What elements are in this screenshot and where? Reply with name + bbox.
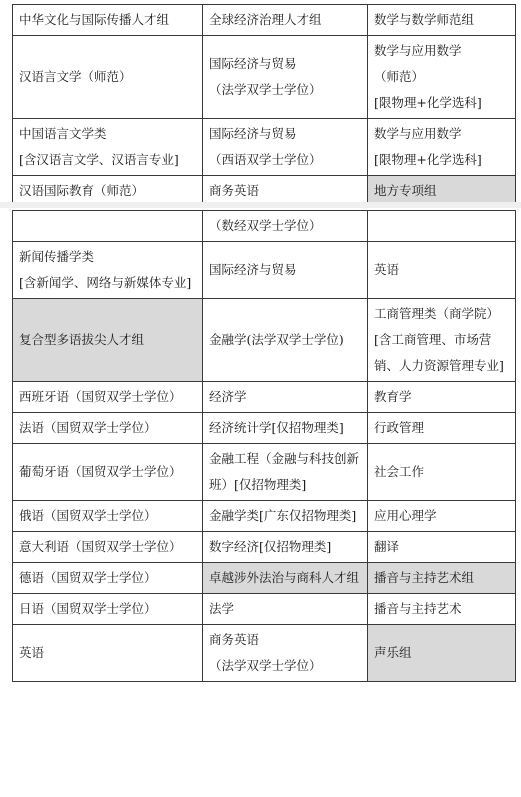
table-cell	[368, 299, 516, 382]
cell-text: [限物理+化学选科]	[374, 95, 482, 110]
cell-text: 经济统计学[仅招物理类]	[209, 420, 344, 435]
cell-text: 应用心理学	[374, 508, 437, 523]
cell-text: 金融工程（金融与科技创新班）[仅招物理类]	[209, 451, 360, 492]
table-cell	[13, 382, 203, 413]
cell-text: 英语	[19, 645, 45, 660]
cell-text: （西语双学士学位）	[209, 152, 322, 167]
column-header	[203, 5, 368, 36]
table-cell	[203, 119, 368, 176]
table-cell	[368, 501, 516, 532]
cell-text: [限物理+化学选科]	[374, 152, 482, 167]
cell-text: 中国语言文学类	[19, 126, 107, 141]
table-cell	[203, 413, 368, 444]
cell-text: 俄语（国贸双学士学位）	[19, 508, 157, 523]
cell-text: 教育学	[374, 389, 412, 404]
cell-text: 复合型多语拔尖人才组	[19, 332, 145, 347]
cell-text: 播音与主持艺术	[374, 601, 462, 616]
table-cell	[203, 211, 368, 242]
cell-text: 汉语国际教育（师范）	[19, 183, 145, 198]
table-cell	[368, 413, 516, 444]
cell-text: 数学与数学师范组	[374, 12, 475, 27]
table-bottom-body	[13, 211, 516, 682]
table-cell	[203, 299, 368, 382]
cell-text: 社会工作	[374, 464, 425, 479]
table-cell	[368, 211, 516, 242]
table-cell	[13, 501, 203, 532]
table-cell	[203, 382, 368, 413]
cell-text: 播音与主持艺术组	[374, 570, 475, 585]
table-row	[13, 382, 516, 413]
table-cell	[13, 36, 203, 119]
table-row	[13, 242, 516, 299]
table-row	[13, 119, 516, 176]
table-row	[13, 299, 516, 382]
cell-text: 数学与应用数学	[374, 43, 462, 58]
cell-text: （师范）	[374, 69, 425, 84]
table-cell	[368, 532, 516, 563]
cell-text: 日语（国贸双学士学位）	[19, 601, 157, 616]
cell-text: 德语（国贸双学士学位）	[19, 570, 157, 585]
table-cell	[203, 563, 368, 594]
column-header	[13, 5, 203, 36]
table-cell	[368, 563, 516, 594]
table-row	[13, 501, 516, 532]
table-cell	[368, 594, 516, 625]
table-cell	[203, 594, 368, 625]
table-cell	[13, 119, 203, 176]
major-group-table-top	[12, 4, 516, 207]
table-row	[13, 532, 516, 563]
table-cell	[13, 563, 203, 594]
table-row	[13, 413, 516, 444]
cell-text: 汉语言文学（师范）	[19, 69, 132, 84]
cell-text: （法学双学士学位）	[209, 658, 322, 673]
cell-text: 意大利语（国贸双学士学位）	[19, 539, 182, 554]
cell-text: 商务英语	[209, 632, 260, 647]
column-header	[368, 5, 516, 36]
table-cell	[203, 36, 368, 119]
cell-text: 卓越涉外法治与商科人才组	[209, 570, 360, 585]
table-cell	[203, 625, 368, 682]
table-cell	[13, 299, 203, 382]
cell-text: 工商管理类（商学院）	[374, 306, 500, 321]
cell-text: 金融学(法学双学士学位)	[209, 332, 344, 347]
cell-text: 金融学类[广东仅招物理类]	[209, 508, 357, 523]
table-row	[13, 594, 516, 625]
table-cell	[13, 594, 203, 625]
cell-text: 国际经济与贸易	[209, 126, 297, 141]
cell-text: 国际经济与贸易	[209, 56, 297, 71]
cell-text: 新闻传播学类	[19, 249, 95, 264]
table-cell	[13, 413, 203, 444]
table-cell	[368, 444, 516, 501]
cell-text: 中华文化与国际传播人才组	[19, 12, 170, 27]
table-cell	[203, 532, 368, 563]
table-row	[13, 211, 516, 242]
table-cell	[368, 242, 516, 299]
table-cell	[203, 242, 368, 299]
cell-text: 法语（国贸双学士学位）	[19, 420, 157, 435]
table-row	[13, 563, 516, 594]
cell-text: 法学	[209, 601, 235, 616]
table-cell	[368, 36, 516, 119]
cell-text: 数学与应用数学	[374, 126, 462, 141]
cell-text: 地方专项组	[374, 183, 437, 198]
major-group-table-bottom	[12, 210, 516, 682]
cell-text: [含新闻学、网络与新媒体专业]	[19, 275, 192, 290]
table-cell	[13, 444, 203, 501]
cell-text: 数字经济[仅招物理类]	[209, 539, 332, 554]
table-cell	[203, 444, 368, 501]
cell-text: 翻译	[374, 539, 400, 554]
table-top-body	[13, 5, 516, 207]
table-cell	[13, 211, 203, 242]
cell-text: 国际经济与贸易	[209, 262, 297, 277]
table-row	[13, 444, 516, 501]
table-cell	[368, 382, 516, 413]
page-break-gap	[0, 202, 521, 208]
header-row	[13, 5, 516, 36]
cell-text: 商务英语	[209, 183, 260, 198]
cell-text: 行政管理	[374, 420, 425, 435]
table-row	[13, 625, 516, 682]
table-row	[13, 36, 516, 119]
cell-text: [含汉语言文学、汉语言专业]	[19, 152, 179, 167]
cell-text: 全球经济治理人才组	[209, 12, 322, 27]
table-cell	[368, 625, 516, 682]
cell-text: 声乐组	[374, 645, 412, 660]
cell-text: （法学双学士学位）	[209, 82, 322, 97]
cell-text: 西班牙语（国贸双学士学位）	[19, 389, 182, 404]
cell-text: 经济学	[209, 389, 247, 404]
table-cell	[13, 242, 203, 299]
table-cell	[13, 532, 203, 563]
cell-text: （数经双学士学位）	[209, 218, 322, 233]
table-cell	[203, 501, 368, 532]
table-cell	[13, 625, 203, 682]
table-cell	[368, 119, 516, 176]
cell-text: 英语	[374, 262, 400, 277]
cell-text: [含工商管理、市场营销、人力资源管理专业]	[374, 332, 504, 373]
cell-text: 葡萄牙语（国贸双学士学位）	[19, 464, 182, 479]
